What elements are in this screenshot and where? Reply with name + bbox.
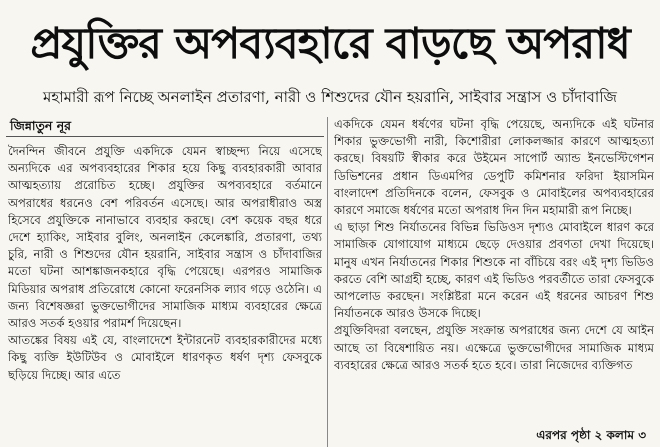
right-paragraph-2: এ ছাড়া শিশু নির্যাতনের বিভিন্ন ভিডিওস দৃশ্যও মোবাইলে ধারণ করে সামাজিক যোগাযোগ মাধ্যমে ছেড়ে দেওয়ার প্রবণতা দেখা দিয়েছে। মানুষ এখন নির্যাতনের শিকার শিশুকে না বাঁচিয়ে বরং এই দৃশ্য ভিডিও করতে বেশি আগ্রহী হচ্ছে, কারণ এই ভিডিও পরবর্তীতে তারা ফেসবুকে আপলোড করছেন। সংশ্লিষ্টরা মনে করেন এই ধরনের আচরণ শিশু নির্যাতনকে আরও উসকে দিচ্ছে।	[334, 220, 654, 321]
continuation-note[interactable]: এরপর পৃষ্ঠা ২ কলাম ৩	[530, 427, 646, 443]
left-paragraph-1: দৈনন্দিন জীবনে প্রযুক্তি একদিকে যেমন স্বাচ্ছন্দ্য নিয়ে এসেছে অন্যদিকে এর অপব্যবহারের শিকার হয়ে কিছু ব্যবহারকারী আবার আত্মহত্যায় প্ররোচিত হচ্ছে। প্রযুক্তির অপব্যবহারে বর্তমানে অপরাধের ধরনেও বেশ পরিবর্তন এসেছে। আর অপরাধীরাও অস্ত্র হিসেবে প্রযুক্তিকে নানাভাবে ব্যবহার করছে। বেশ কয়েক বছর ধরে দেশে হ্যাকিং, সাইবার বুলিং, অনলাইন কেলেঙ্কারি, প্রতারণা, তথ্য চুরি, নারী ও শিশুদের যৌন হয়রানি, সাইবার সন্ত্রাস ও চাঁদাবাজির মতো ঘটনা আশঙ্কাজনকহারে বৃদ্ধি পেয়েছে। এরপরও সামাজিক মিডিয়ার অপরাধ প্রতিরোধে কোনো ফরেনসিক ল্যাব গড়ে ওঠেনি। এ জন্য বিশেষজ্ঞরা ভুক্তভোগীদের সামাজিক মাধ্যম ব্যবহারের ক্ষেত্রে আরও সতর্ক হওয়ার পরামর্শ দিয়েছেন।	[8, 144, 322, 331]
right-paragraph-3: প্রযুক্তিবিদরা বলছেন, প্রযুক্তি সংক্রান্ত অপরাধের জন্য দেশে যে আইন আছে তা বিষেশায়িত নয়। এক্ষেত্রে ভুক্তভোগীদের সামাজিক মাধ্যম ব্যবহারের ক্ষেত্রে আরও সতর্ক হতে হবে। তারা নিজেদের ব্যক্তিগত	[334, 323, 654, 372]
left-column	[8, 143, 322, 447]
byline-divider	[6, 136, 324, 137]
right-paragraph-1: একদিকে যেমন ধর্ষণের ঘটনা বৃদ্ধি পেয়েছে, অন্যদিকে এই ঘটনার শিকার ভুক্তভোগী নারী, কিশোরীরা লোকলজ্জার কারণে আত্মহত্যা করছে। বিষয়টি স্বীকার করে উইমেন সাপোর্ট অ্যান্ড ইনভেস্টিগেশন ডিভিশনের প্রধান ডিএমপির ডেপুটি কমিশনার ফরিদা ইয়াসমিন বাংলাদেশ প্রতিদিনকে বলেন, ফেসবুক ও মোবাইলের অপব্যবহারের কারণে সমাজে ধর্ষণের মতো অপরাধ দিন দিন মহামারী রূপ নিচ্ছে।	[334, 117, 654, 218]
headline: প্রযুক্তির অপব্যবহারে বাড়ছে অপরাধ	[30, 19, 630, 69]
left-paragraph-2: আতঙ্কের বিষয় এই যে, বাংলাদেশে ইন্টারনেট ব্যবহারকারীদের মধ্যে কিছু ব্যক্তি ইউটিউব ও মোবাইলে ধারণকৃত ধর্ষণ দৃশ্য ফেসবুকে ছড়িয়ে দিচ্ছে। আর এতে	[8, 333, 322, 382]
cut-off-top-strip	[0, 0, 660, 9]
column-divider	[327, 117, 328, 447]
right-column	[334, 116, 654, 447]
byline: জিন্নাতুন নূর	[10, 118, 72, 133]
subheadline: মহামারী রূপ নিচ্ছে অনলাইন প্রতারণা, নারী ও শিশুদের যৌন হয়রানি, সাইবার সন্ত্রাস ও চাঁদাবাজি	[43, 88, 617, 106]
